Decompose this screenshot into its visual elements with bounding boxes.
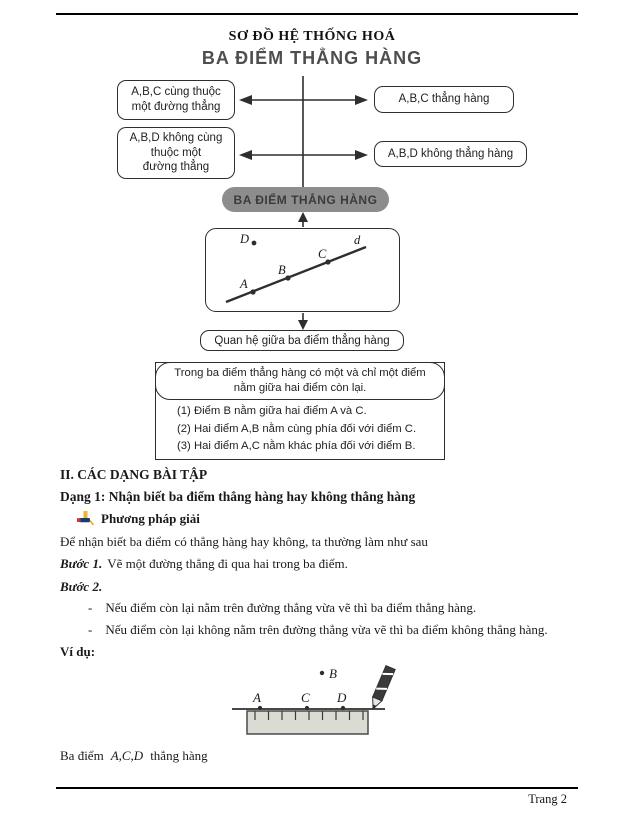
collinear-points-diagram bbox=[206, 229, 398, 310]
example-label: Ví dụ: bbox=[60, 644, 96, 659]
summary-line: nằm giữa hai điểm còn lại. bbox=[233, 382, 367, 394]
flow-box-line: đường thẳng bbox=[142, 161, 210, 174]
summary-item-2: (2) Hai điểm A,B nằm cùng phía đối với điểm C. bbox=[177, 423, 417, 435]
example-caption bbox=[60, 748, 208, 764]
page-number: Trang 2 bbox=[528, 792, 567, 806]
bullet-dash: - bbox=[88, 622, 93, 637]
flow-box-abd-khong-cung-thuoc bbox=[117, 127, 235, 179]
bullet-dash: - bbox=[88, 600, 93, 615]
summary-line: Trong ba điểm thẳng hàng có một và chỉ một điểm bbox=[174, 366, 426, 379]
relation-box: Quan hệ giữa ba điểm thẳng hàng bbox=[200, 330, 404, 351]
header-rule bbox=[56, 13, 578, 15]
dang1-title: Dạng 1: Nhận biết ba điểm thẳng hàng hay không thẳng hàng bbox=[60, 489, 416, 504]
flow-box-line: A,B,C cùng thuộc bbox=[131, 86, 221, 99]
flow-box-line: một đường thẳng bbox=[131, 101, 221, 113]
flow-box-line: A,B,C thẳng hàng bbox=[398, 93, 490, 106]
summary-item-3: (3) Hai điểm A,C nằm khác phía đối với điểm B. bbox=[177, 440, 416, 452]
bullet-text: Nếu điểm còn lại nằm trên đường thẳng vừa vẽ thì ba điểm thẳng hàng. bbox=[105, 600, 477, 615]
summary-item-1: (1) Điểm B nằm giữa hai điểm A và C. bbox=[177, 405, 367, 417]
point-label-C: C bbox=[318, 247, 327, 261]
bullet-1 bbox=[88, 600, 476, 616]
topic-title: BA ĐIỂM THẲNG HÀNG bbox=[201, 48, 423, 68]
figure-label-A: A bbox=[253, 690, 261, 705]
step2-label: Bước 2. bbox=[60, 579, 103, 594]
pencil-icon bbox=[368, 666, 395, 711]
flow-box-line: A,B,D không thẳng hàng bbox=[387, 147, 514, 160]
figure-label-C: C bbox=[301, 690, 310, 705]
step1-label: Bước 1. bbox=[60, 556, 103, 571]
step1-text: Vẽ một đường thẳng đi qua hai trong ba điểm. bbox=[107, 556, 348, 571]
flow-box-line: thuộc một bbox=[150, 146, 202, 159]
point-label-D: D bbox=[240, 232, 250, 246]
pushpin-icon bbox=[77, 510, 94, 527]
line-label-d: d bbox=[354, 233, 361, 247]
bullet-2 bbox=[88, 622, 548, 638]
point-label-B: B bbox=[278, 263, 286, 277]
step1-line bbox=[60, 556, 348, 572]
flow-box-abc-cung-thuoc bbox=[117, 80, 235, 120]
summary-statement-box bbox=[155, 362, 445, 400]
flow-box-line: A,B,D không cùng bbox=[129, 131, 223, 144]
figure-label-B: B bbox=[329, 666, 337, 681]
figure-label-D: D bbox=[337, 690, 347, 705]
method-label: Phương pháp giải bbox=[101, 510, 200, 526]
ruler-example-figure bbox=[225, 653, 405, 748]
caption-prefix: Ba điểm bbox=[60, 748, 104, 763]
caption-suffix: thẳng hàng bbox=[150, 748, 208, 763]
center-pill-title: BA ĐIỂM THẲNG HÀNG bbox=[222, 187, 389, 212]
caption-points: A,C,D bbox=[110, 748, 144, 763]
flow-box-abd-khong-thang-hang bbox=[374, 141, 527, 167]
section-title: II. CÁC DẠNG BÀI TẬP bbox=[60, 467, 208, 482]
footer-rule bbox=[56, 787, 578, 789]
doc-title: SƠ ĐỒ HỆ THỐNG HOÁ bbox=[228, 29, 396, 44]
flow-box-abc-thang-hang bbox=[374, 86, 514, 113]
point-label-A: A bbox=[240, 277, 248, 291]
bullet-text: Nếu điểm còn lại không nằm trên đường thẳng vừa vẽ thì ba điểm không thẳng hàng. bbox=[105, 622, 548, 637]
geometry-diagram-box bbox=[205, 228, 400, 312]
intro-text: Để nhận biết ba điểm có thẳng hàng hay không, ta thường làm như sau bbox=[60, 534, 428, 549]
